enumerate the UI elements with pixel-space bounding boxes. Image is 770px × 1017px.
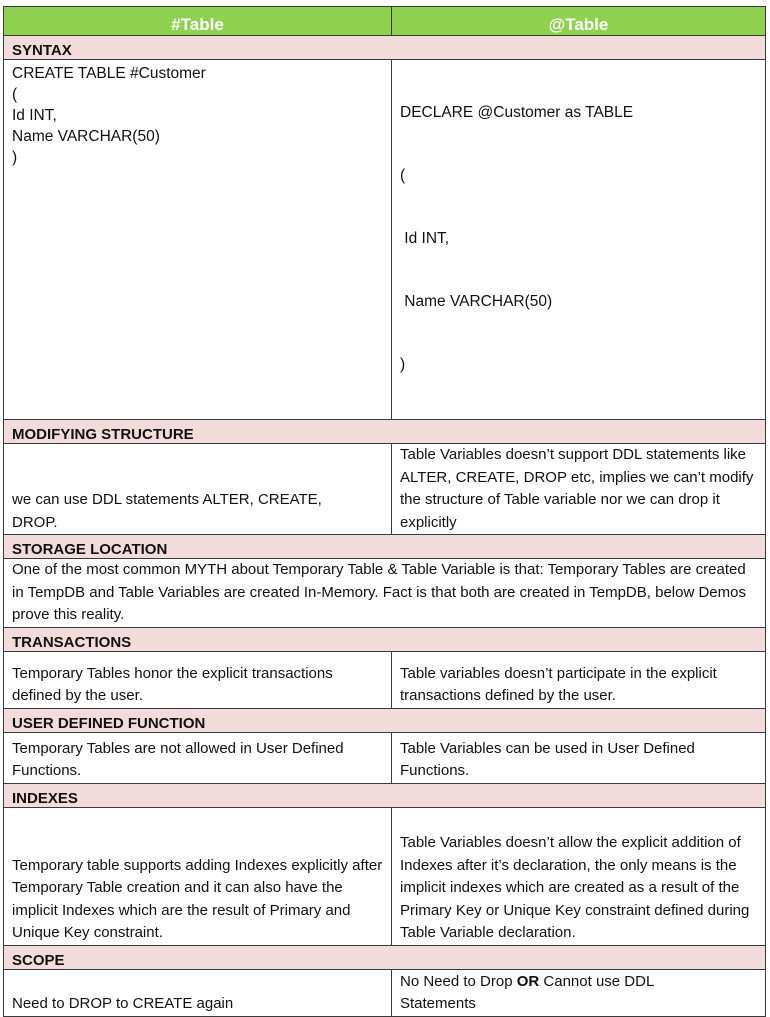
section-title: SYNTAX	[4, 36, 766, 60]
section-title: MODIFYING STRUCTURE	[4, 420, 766, 444]
code-line: )	[12, 149, 18, 166]
syntax-right-cell	[392, 60, 766, 420]
code-line: Id INT,	[12, 107, 57, 124]
section-syntax	[4, 36, 766, 60]
scope-left-cell: Need to DROP to CREATE again	[4, 969, 392, 1016]
section-title: TRANSACTIONS	[4, 627, 766, 651]
table-row	[4, 969, 766, 1016]
section-indexes	[4, 783, 766, 807]
code-line: Name VARCHAR(50)	[12, 128, 160, 145]
indexes-left-cell: Temporary table supports adding Indexes explicitly after Temporary Table creation and it can also have the implicit Indexes which are the result of Primary and Unique Key constraint.	[4, 807, 392, 945]
code-line: Name VARCHAR(50)	[400, 293, 553, 310]
section-title: SCOPE	[4, 945, 766, 969]
section-scope	[4, 945, 766, 969]
header-table-variable: @Table	[392, 7, 766, 36]
scope-right-text: No Need to Drop	[400, 972, 517, 990]
transactions-right-cell: Table variables doesn’t participate in the explicit transactions defined by the user.	[392, 651, 766, 708]
udf-left-cell: Temporary Tables are not allowed in User Defined Functions.	[4, 732, 392, 783]
section-title: USER DEFINED FUNCTION	[4, 708, 766, 732]
table-row	[4, 559, 766, 628]
table-row	[4, 651, 766, 708]
indexes-right-cell: Table Variables doesn’t allow the explicit addition of Indexes after it’s declaration, the only means is the implicit indexes which are created as a result of the Primary Key or Unique Key constraint defined during Table Variable declaration.	[392, 807, 766, 945]
syntax-left-cell	[4, 60, 392, 420]
section-title: INDEXES	[4, 783, 766, 807]
udf-right-cell: Table Variables can be used in User Defined Functions.	[392, 732, 766, 783]
scope-right-cell	[392, 969, 766, 1016]
modifying-right-cell: Table Variables doesn’t support DDL statements like ALTER, CREATE, DROP etc, implies we can’t modify the structure of Table variable nor we can drop it explicitly	[392, 444, 766, 535]
section-transactions	[4, 627, 766, 651]
table-row	[4, 60, 766, 420]
code-line: (	[12, 86, 18, 103]
table-row	[4, 807, 766, 945]
code-line: )	[400, 356, 406, 373]
scope-right-text-2: Cannot use DDL Statements	[400, 972, 654, 1012]
code-line: DECLARE @Customer as TABLE	[400, 104, 634, 121]
code-line: CREATE TABLE #Customer	[12, 65, 206, 82]
header-row	[4, 7, 766, 36]
transactions-left-cell: Temporary Tables honor the explicit transactions defined by the user.	[4, 651, 392, 708]
section-title: STORAGE LOCATION	[4, 535, 766, 559]
table-row	[4, 732, 766, 783]
header-temp-table: #Table	[4, 7, 392, 36]
storage-cell: One of the most common MYTH about Temporary Table & Table Variable is that: Temporary Tables are created in TempDB and Table Variables are created In-Memory. Fact is that both are created in TempDB, below Demos prove this reality.	[4, 559, 766, 628]
section-user-defined-function	[4, 708, 766, 732]
modifying-left-cell: we can use DDL statements ALTER, CREATE, DROP.	[4, 444, 392, 535]
section-storage-location	[4, 535, 766, 559]
comparison-table	[3, 6, 766, 1017]
scope-or-emphasis: OR	[516, 972, 540, 990]
code-line: (	[400, 167, 406, 184]
code-line: Id INT,	[400, 230, 450, 247]
section-modifying-structure	[4, 420, 766, 444]
table-row	[4, 444, 766, 535]
